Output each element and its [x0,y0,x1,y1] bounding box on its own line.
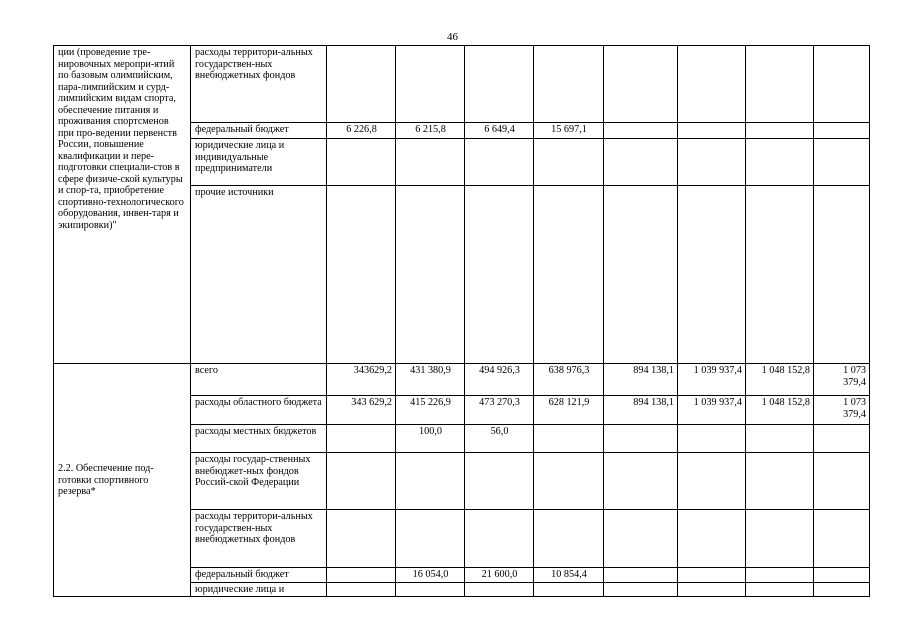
value-cell [746,425,814,453]
table-row [54,364,870,396]
value-cell [678,46,746,123]
value-cell [534,425,604,453]
value-cell [534,46,604,123]
value-cell: 10 854,4 [534,568,604,583]
value-cell [396,46,465,123]
value-cell: 6 226,8 [327,123,396,139]
value-cell: 494 926,3 [465,364,534,396]
value-cell [327,139,396,186]
value-cell [604,510,678,568]
value-cell [396,186,465,364]
source-cell: расходы местных бюджетов [191,425,327,453]
value-cell [327,568,396,583]
source-cell: расходы территори-альных государствен-ных внебюджетных фондов [191,510,327,568]
value-cell [678,123,746,139]
value-cell: 431 380,9 [396,364,465,396]
source-cell: юридические лица и [191,583,327,597]
value-cell [465,46,534,123]
value-cell: 6 649,4 [465,123,534,139]
value-cell [678,583,746,597]
value-cell: 638 976,3 [534,364,604,396]
value-cell: 1 039 937,4 [678,396,746,425]
value-cell [746,46,814,123]
value-cell: 1 073 379,4 [814,396,870,425]
value-cell [604,453,678,510]
value-cell [814,123,870,139]
value-cell: 56,0 [465,425,534,453]
value-cell [678,568,746,583]
source-cell: расходы государ-ственных внебюджет-ных фондов Россий-ской Федерации [191,453,327,510]
value-cell [327,453,396,510]
value-cell [604,123,678,139]
value-cell [396,139,465,186]
page-number: 46 [447,31,458,43]
value-cell [327,186,396,364]
value-cell: 1 073 379,4 [814,364,870,396]
value-cell [604,186,678,364]
table-row [54,46,870,123]
value-cell [746,583,814,597]
value-cell [814,583,870,597]
source-cell: юридические лица и индивидуальные предприниматели [191,139,327,186]
budget-table [53,45,870,597]
value-cell [814,46,870,123]
value-cell [678,139,746,186]
value-cell [604,583,678,597]
value-cell [327,583,396,597]
source-cell: федеральный бюджет [191,568,327,583]
value-cell [746,510,814,568]
value-cell [534,139,604,186]
section_1-description: ции (проведение тре-нировочных меропри-ятий по базовым олимпийским, пара-лимпийским и сурд-лимпийским видам спорта, обеспечение питания и проживания спортсменов при про-ведении первенств России, повышение квалификации и пере-подготовки специали-стов в сфере физиче-ской культуры и спор-та, приобретение спортивно-технологического оборудования, инвен-таря и экипировки)" [54,46,191,364]
value-cell [465,139,534,186]
value-cell [465,453,534,510]
value-cell [604,425,678,453]
value-cell [814,568,870,583]
value-cell [678,186,746,364]
value-cell: 343 629,2 [327,396,396,425]
value-cell [746,568,814,583]
value-cell: 1 039 937,4 [678,364,746,396]
value-cell [746,186,814,364]
value-cell [814,453,870,510]
value-cell: 1 048 152,8 [746,364,814,396]
source-cell: федеральный бюджет [191,123,327,139]
value-cell: 21 600,0 [465,568,534,583]
value-cell [465,583,534,597]
value-cell [678,510,746,568]
value-cell [396,583,465,597]
value-cell [396,453,465,510]
value-cell [465,186,534,364]
value-cell: 473 270,3 [465,396,534,425]
value-cell [678,453,746,510]
value-cell: 15 697,1 [534,123,604,139]
value-cell [814,425,870,453]
value-cell [396,510,465,568]
value-cell: 6 215,8 [396,123,465,139]
value-cell: 628 121,9 [534,396,604,425]
value-cell [327,425,396,453]
source-cell: расходы территори-альных государствен-ных внебюджетных фондов [191,46,327,123]
value-cell [534,583,604,597]
value-cell [746,123,814,139]
value-cell [534,510,604,568]
value-cell [814,139,870,186]
value-cell [465,510,534,568]
value-cell [327,510,396,568]
value-cell [534,453,604,510]
value-cell [678,425,746,453]
value-cell: 415 226,9 [396,396,465,425]
source-cell: прочие источники [191,186,327,364]
value-cell: 894 138,1 [604,364,678,396]
value-cell [327,46,396,123]
value-cell [604,46,678,123]
value-cell: 100,0 [396,425,465,453]
value-cell [814,186,870,364]
value-cell: 1 048 152,8 [746,396,814,425]
value-cell: 16 054,0 [396,568,465,583]
value-cell [534,186,604,364]
value-cell [604,568,678,583]
section_2-description: 2.2. Обеспечение под-готовки спортивного резерва* [54,364,191,597]
value-cell [814,510,870,568]
value-cell: 343629,2 [327,364,396,396]
value-cell [746,453,814,510]
source-cell: расходы областного бюджета [191,396,327,425]
source-cell: всего [191,364,327,396]
value-cell [746,139,814,186]
value-cell [604,139,678,186]
value-cell: 894 138,1 [604,396,678,425]
